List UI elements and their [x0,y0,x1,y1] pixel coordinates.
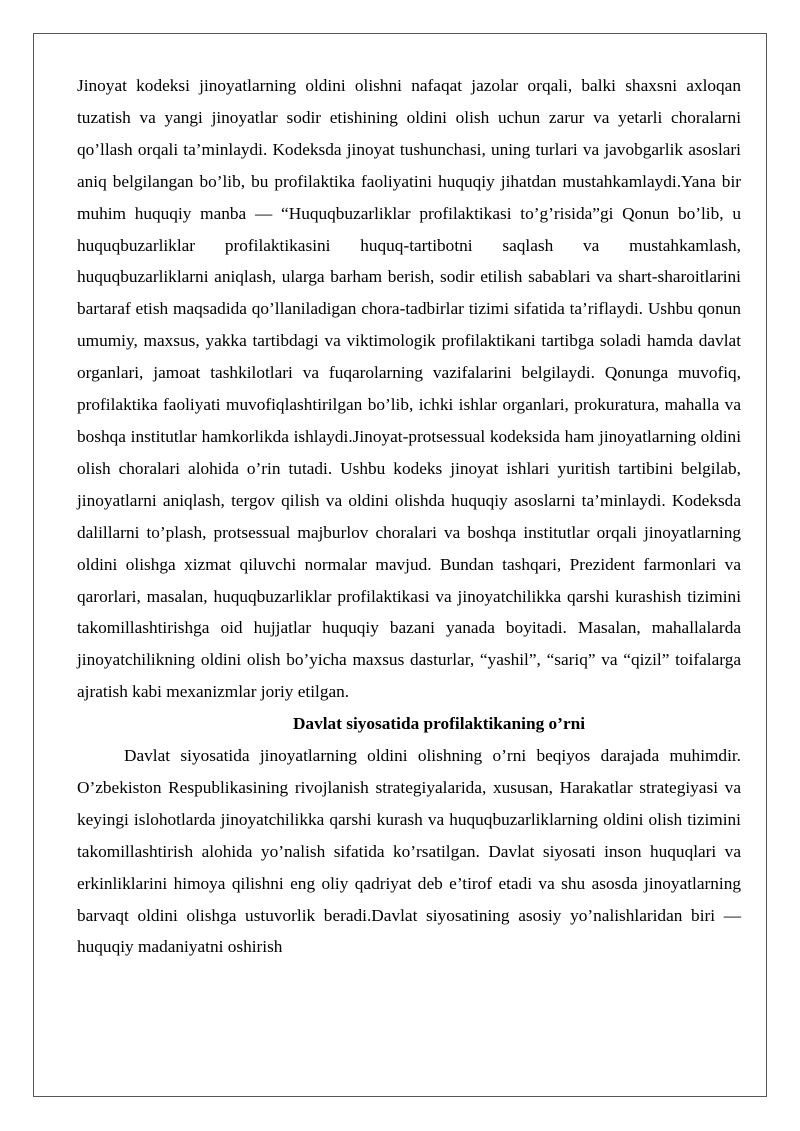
document-body [77,70,741,963]
body-paragraph: Davlat siyosatida jinoyatlarning oldini olishning o’rni beqiyos darajada muhimdir. O’zbekiston Respublikasining rivojlanish strategiyalarida, xususan, Harakatlar strategiyasi va keyingi islohotlarda jinoyatchilikka qarshi kurash va huquqbuzarliklarning oldini olish tizimini takomillashtirish alohida yo’nalish sifatida ko’rsatilgan. Davlat siyosati inson huquqlari va erkinliklarini himoya qilishni eng oliy qadriyat deb e’tirof etadi va shu asosda jinoyatlarning barvaqt oldini olishga ustuvorlik beradi.Davlat siyosatining asosiy yo’nalishlaridan biri — huquqiy madaniyatni oshirish [77,746,741,957]
section-heading: Davlat siyosatida profilaktikaning o’rni [292,714,586,734]
body-paragraph: Jinoyat kodeksi jinoyatlarning oldini olishni nafaqat jazolar orqali, balki shaxsni axloqan tuzatish va yangi jinoyatlar sodir etishining oldini olish uchun zarur va yetarli choralarni qo’llash orqali ta’minlaydi. Kodeksda jinoyat tushunchasi, uning turlari va javobgarlik asoslari aniq belgilangan bo’lib, bu profilaktika faoliyatini huquqiy jihatdan mustahkamlaydi.Yana bir muhim huquqiy manba — “Huquqbuzarliklar profilaktikasi to’g’risida”gi Qonun bo’lib, u huquqbuzarliklar profilaktikasini huquq-tartibotni saqlash va mustahkamlash, huquqbuzarliklarni aniqlash, ularga barham berish, sodir etilish sabablari va shart-sharoitlarini bartaraf etish maqsadida qo’llaniladigan chora-tadbirlar tizimi sifatida ta’riflaydi. Ushbu qonun umumiy, maxsus, yakka tartibdagi va viktimologik profilaktikani tartibga soladi hamda davlat organlari, jamoat tashkilotlari va fuqarolarning vazifalarini belgilaydi. Qonunga muvofiq, profilaktika faoliyati muvofiqlashtirilgan bo’lib, ichki ishlar organlari, prokuratura, mahalla va boshqa institutlar hamkorlikda ishlaydi.Jinoyat-protsessual kodeksida ham jinoyatlarning oldini olish choralari alohida o’rin tutadi. Ushbu kodeks jinoyat ishlari yuritish tartibini belgilab, jinoyatlarni aniqlash, tergov qilish va oldini olishda huquqiy asoslarni ta’minlaydi. Kodeksda dalillarni to’plash, protsessual majburlov choralari va boshqa institutlar orqali jinoyatlarning oldini olishga xizmat qiluvchi normalar mavjud. Bundan tashqari, Prezident farmonlari va qarorlari, masalan, huquqbuzarliklar profilaktikasi va jinoyatchilikka qarshi kurashish tizimini takomillashtirishga oid hujjatlar huquqiy bazani yanada boyitadi. Masalan, mahallalarda jinoyatchilikning oldini olish bo’yicha maxsus dasturlar, “yashil”, “sariq” va “qizil” toifalarga ajratish kabi mexanizmlar joriy etilgan. [77,76,741,702]
